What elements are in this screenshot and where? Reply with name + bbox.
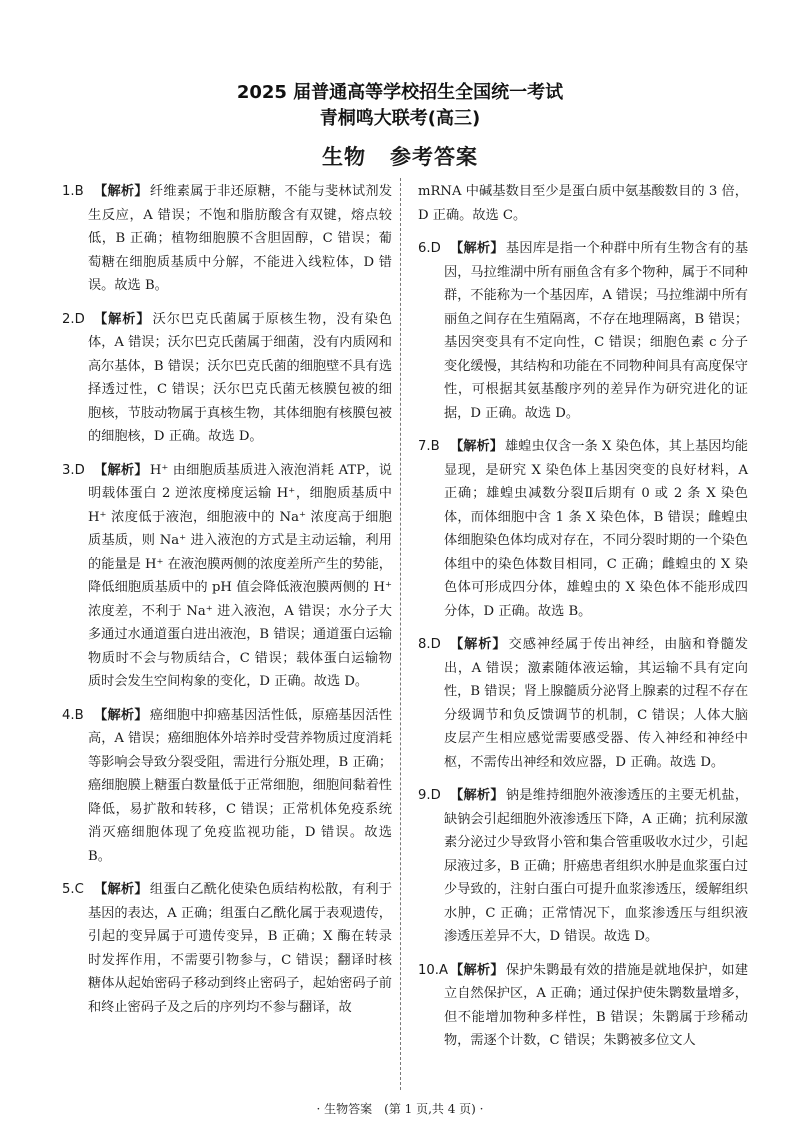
right-column — [418, 180, 748, 1063]
analysis-text: 保护朱鹮最有效的措施是就地保护，如建立自然保护区，A 正确；通过保护使朱鹮数量增多，但不能增加物种多样性，B 错误；朱鹮属于珍稀动物，需逐个计数，C 错误；朱鹮被多位文人 — [444, 962, 749, 1048]
analysis-text: 雄蝗虫仅含一条 X 染色体，其上基因均能显现，是研究 X 染色体上基因突变的良好材料，A 正确；雄蝗虫减数分裂Ⅱ后期有 0 或 2 条 X 染色体，而体细胞中含 1 条 X 染色体，B 错误；雌蝗虫体细胞染色体均成对存在，不同分裂时期的一个染色体组中的染色体数目相同，C 正确；雌蝗虫的 X 染色体可形成四分体，雄蝗虫的 X 染色体不能形成四分体，D 正确。故选 B。 — [444, 439, 748, 619]
subject-heading — [0, 142, 800, 172]
answer-number: 6.D — [418, 241, 441, 256]
analysis-tag: 【解析】 — [450, 439, 503, 454]
analysis-text: 钠是维持细胞外液渗透压的主要无机盐，缺钠会引起细胞外液渗透压下降，A 正确；抗利尿激素分泌过少导致肾小管和集合管重吸收水过少，引起尿液过多，B 正确；肝癌患者组织水肿是血浆蛋白过少导致的，注射白蛋白可提升血浆渗透压，缓解组织水肿，C 正确；正常情况下，血浆渗透压与组织液渗透压差异不大，D 错误。故选 D。 — [444, 788, 749, 944]
analysis-tag: 【解析】 — [450, 637, 507, 652]
analysis-tag: 【解析】 — [94, 462, 148, 478]
answer-number: 2.D — [62, 311, 85, 327]
analysis-tag: 【解析】 — [94, 882, 148, 897]
left-column — [62, 180, 392, 1029]
analysis-tag: 【解析】 — [450, 962, 504, 978]
answer-number: 10.A — [418, 962, 448, 978]
answer-item — [62, 180, 392, 298]
answer-number: 7.B — [418, 439, 440, 454]
answer-item — [62, 459, 392, 694]
right-items — [418, 237, 748, 1053]
subject-name: 生物 — [322, 145, 366, 169]
analysis-text: H⁺ 由细胞质基质进入液泡消耗 ATP，说明载体蛋白 2 逆浓度梯度运输 H⁺，细胞质基质中 H⁺ 浓度低于液泡，细胞液中的 Na⁺ 浓度高于细胞质基质，则 Na⁺ 进入液泡的方式是主动运输，利用的能量是 H⁺ 在液泡膜两侧的浓度差所产生的势能，降低细胞质基质中的 pH 值会降低液泡膜两侧的 H⁺ 浓度差，不利于 Na⁺ 进入液泡，A 错误；水分子大多通过水通道蛋白进出液泡，B 错误；通道蛋白运输物质时不会与物质结合，C 错误；载体蛋白运输物质时会发生空间构象的变化，D 正确。故选 D。 — [88, 462, 393, 689]
analysis-tag: 【解析】 — [94, 707, 148, 723]
answer-item — [418, 237, 748, 425]
answer-number: 4.B — [62, 707, 84, 723]
doc-type: 参考答案 — [390, 145, 478, 169]
column-divider — [400, 178, 401, 1090]
analysis-tag: 【解析】 — [94, 311, 151, 327]
answer-item — [62, 704, 392, 869]
answer-item — [418, 435, 748, 623]
answer-item — [418, 959, 748, 1053]
answer-number: 9.D — [418, 788, 441, 803]
exam-title: 2025 届普通高等学校招生全国统一考试 — [236, 82, 564, 103]
analysis-tag: 【解析】 — [450, 788, 504, 803]
answer-number: 1.B — [62, 184, 84, 199]
answer-item — [62, 308, 392, 449]
answer-number: 5.C — [62, 882, 84, 897]
continuation-text: mRNA 中碱基数目至少是蛋白质中氨基酸数目的 3 倍，D 正确。故选 C。 — [418, 184, 748, 223]
answer-item — [62, 878, 392, 1019]
analysis-text: 交感神经属于传出神经，由脑和脊髓发出，A 错误；激素随体液运输，其运输不具有定向性，B 错误；肾上腺髓质分泌肾上腺素的过程不存在分级调节和负反馈调节的机制，C 错误；人体大脑皮层产生相应感觉需要感受器、传入神经和神经中枢，不需传出神经和效应器，D 正确。故选 D。 — [444, 637, 749, 770]
analysis-text: 纤维素属于非还原糖，不能与斐林试剂发生反应，A 错误；不饱和脂肪酸含有双键，熔点较低，B 正确；植物细胞膜不含胆固醇，C 错误；葡萄糖在细胞质基质中分解，不能进入线粒体，D 错误。故选 B。 — [88, 184, 393, 293]
answer-number: 8.D — [418, 637, 441, 652]
analysis-tag: 【解析】 — [450, 241, 504, 256]
analysis-text: 基因库是指一个种群中所有生物含有的基因，马拉维湖中所有丽鱼含有多个物种，属于不同种群，不能称为一个基因库，A 错误；马拉维湖中所有丽鱼之间存在生殖隔离，不存在地理隔离，B 错误；基因突变具有不定向性，C 错误；细胞色素 c 分子变化缓慢，其结构和功能在不同物种间具有高度保守性，可根据其氨基酸序列的差异作为研究进化的证据，D 正确。故选 D。 — [444, 241, 749, 421]
answer-item — [418, 784, 748, 949]
analysis-text: 沃尔巴克氏菌属于原核生物，没有染色体，A 错误；沃尔巴克氏菌属于细菌，没有内质网和高尔基体，B 错误；沃尔巴克氏菌的细胞壁不具有选择透过性，C 错误；沃尔巴克氏菌无核膜包被的细胞核，节肢动物属于真核生物，其体细胞有核膜包被的细胞核，D 正确。故选 D。 — [88, 311, 393, 444]
answer-number: 3.D — [62, 462, 85, 478]
document-header — [0, 80, 800, 172]
answer-item — [418, 633, 748, 774]
analysis-tag: 【解析】 — [94, 184, 148, 199]
analysis-text: 组蛋白乙酰化使染色质结构松散，有利于基因的表达，A 正确；组蛋白乙酰化属于表观遗传，引起的变异属于可遗传变异，B 正确；X 酶在转录时发挥作用，不需要引物参与，C 错误；翻译时核糖体从起始密码子移动到终止密码子，起始密码子前和终止密码子及之后的序列均不参与翻译，故 — [88, 882, 393, 1015]
exam-subtitle: 青桐鸣大联考(高三) — [319, 108, 481, 129]
analysis-text: 癌细胞中抑癌基因活性低，原癌基因活性高，A 错误；癌细胞体外培养时受营养物质过度消耗等影响会导致分裂受阻，需进行分瓶处理，B 正确；癌细胞膜上糖蛋白数量低于正常细胞，细胞间黏着性降低，易扩散和转移，C 错误；正常机体免疫系统消灭癌细胞体现了免疫监视功能，D 错误。故选 B。 — [88, 707, 393, 864]
page-footer: · 生物答案 (第 1 页,共 4 页) · — [316, 1102, 484, 1116]
